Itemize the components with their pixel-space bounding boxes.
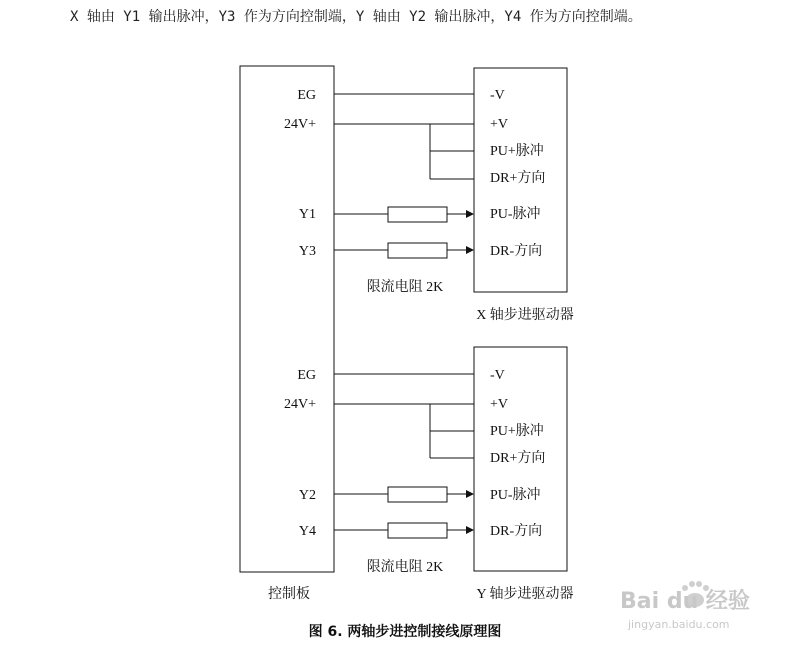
baidu-watermark [620,581,750,631]
ctrl-pin-24v: 24V+ [283,117,316,132]
ctrl-pin-eg: EG [297,88,316,103]
drv-pin-minus-v: -V [490,368,505,383]
drv-pin-dr-minus: DR-方向 [490,244,543,259]
drv-pin-dr-plus: DR+方向 [490,171,546,186]
ctrl-pin-y1: Y1 [298,207,316,222]
drv-pin-pu-minus: PU-脉冲 [490,488,541,503]
resistor-y4 [388,523,447,538]
controller-board [240,66,334,572]
drv-pin-pu-plus: PU+脉冲 [490,144,544,159]
ctrl-pin-y3: Y3 [298,244,316,259]
drv-pin-dr-minus: DR-方向 [490,524,543,539]
y-driver-label: Y 轴步进驱动器 [476,587,574,602]
ctrl-pin-y2: Y2 [298,488,316,503]
resistor-label: 限流电阻 2K [366,560,444,575]
y-axis-group [284,347,574,602]
drv-pin-plus-v: +V [490,397,509,412]
controller-label: 控制板 [268,587,310,602]
ctrl-pin-eg: EG [297,368,316,383]
resistor-label: 限流电阻 2K [366,280,444,295]
resistor-y3 [388,243,447,258]
resistor-y2 [388,487,447,502]
watermark-brand: Bai du 经验 [620,589,750,614]
drv-pin-pu-plus: PU+脉冲 [490,424,544,439]
ctrl-pin-24v: 24V+ [283,397,316,412]
drv-pin-pu-minus: PU-脉冲 [490,207,541,222]
watermark-url: jingyan.baidu.com [628,618,730,631]
intro-text: X 轴由 Y1 输出脉冲，Y3 作为方向控制端，Y 轴由 Y2 输出脉冲，Y4 作为方向控制端。 [70,9,642,25]
x-axis-group [284,68,574,323]
x-driver-label: X 轴步进驱动器 [476,308,574,323]
drv-pin-dr-plus: DR+方向 [490,451,546,466]
drv-pin-plus-v: +V [490,117,509,132]
resistor-y1 [388,207,447,222]
drv-pin-minus-v: -V [490,88,505,103]
ctrl-pin-y4: Y4 [298,524,316,539]
figure-caption: 图 6. 两轴步进控制接线原理图 [308,624,502,640]
